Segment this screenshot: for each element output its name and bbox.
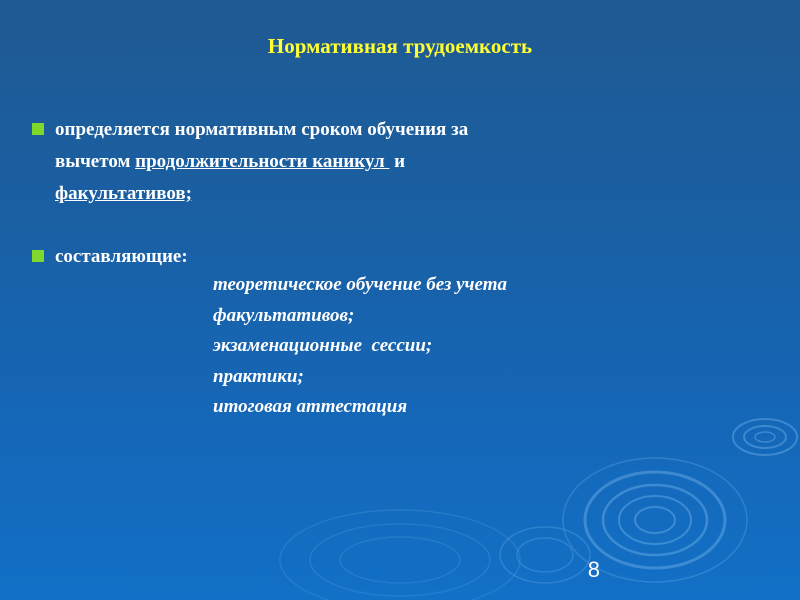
component-item: теоретическое обучение без учета (213, 274, 507, 295)
component-item: итоговая аттестация (213, 396, 408, 417)
components-list (213, 270, 773, 423)
page-number: 8 (587, 557, 600, 582)
bullet-text-definition (55, 114, 695, 210)
definition-line-2 (55, 146, 695, 178)
green-square-bullet-icon (32, 250, 44, 262)
components-label: составляющие: (55, 246, 188, 267)
component-item: практики; (213, 365, 304, 387)
definition-suffix: и (389, 151, 406, 172)
definition-prefix: вычетом (55, 151, 136, 172)
green-square-bullet-icon (32, 123, 44, 135)
component-item: факультативов; (213, 304, 355, 326)
component-item: экзаменационные сессии; (213, 335, 433, 356)
electives-link[interactable]: факультативов; (55, 183, 192, 204)
vacation-duration-link[interactable]: продолжительности каникул (135, 151, 390, 172)
slide-title: Нормативная трудоемкость (267, 34, 533, 58)
definition-line-1: определяется нормативным сроком обучения за (55, 119, 469, 140)
